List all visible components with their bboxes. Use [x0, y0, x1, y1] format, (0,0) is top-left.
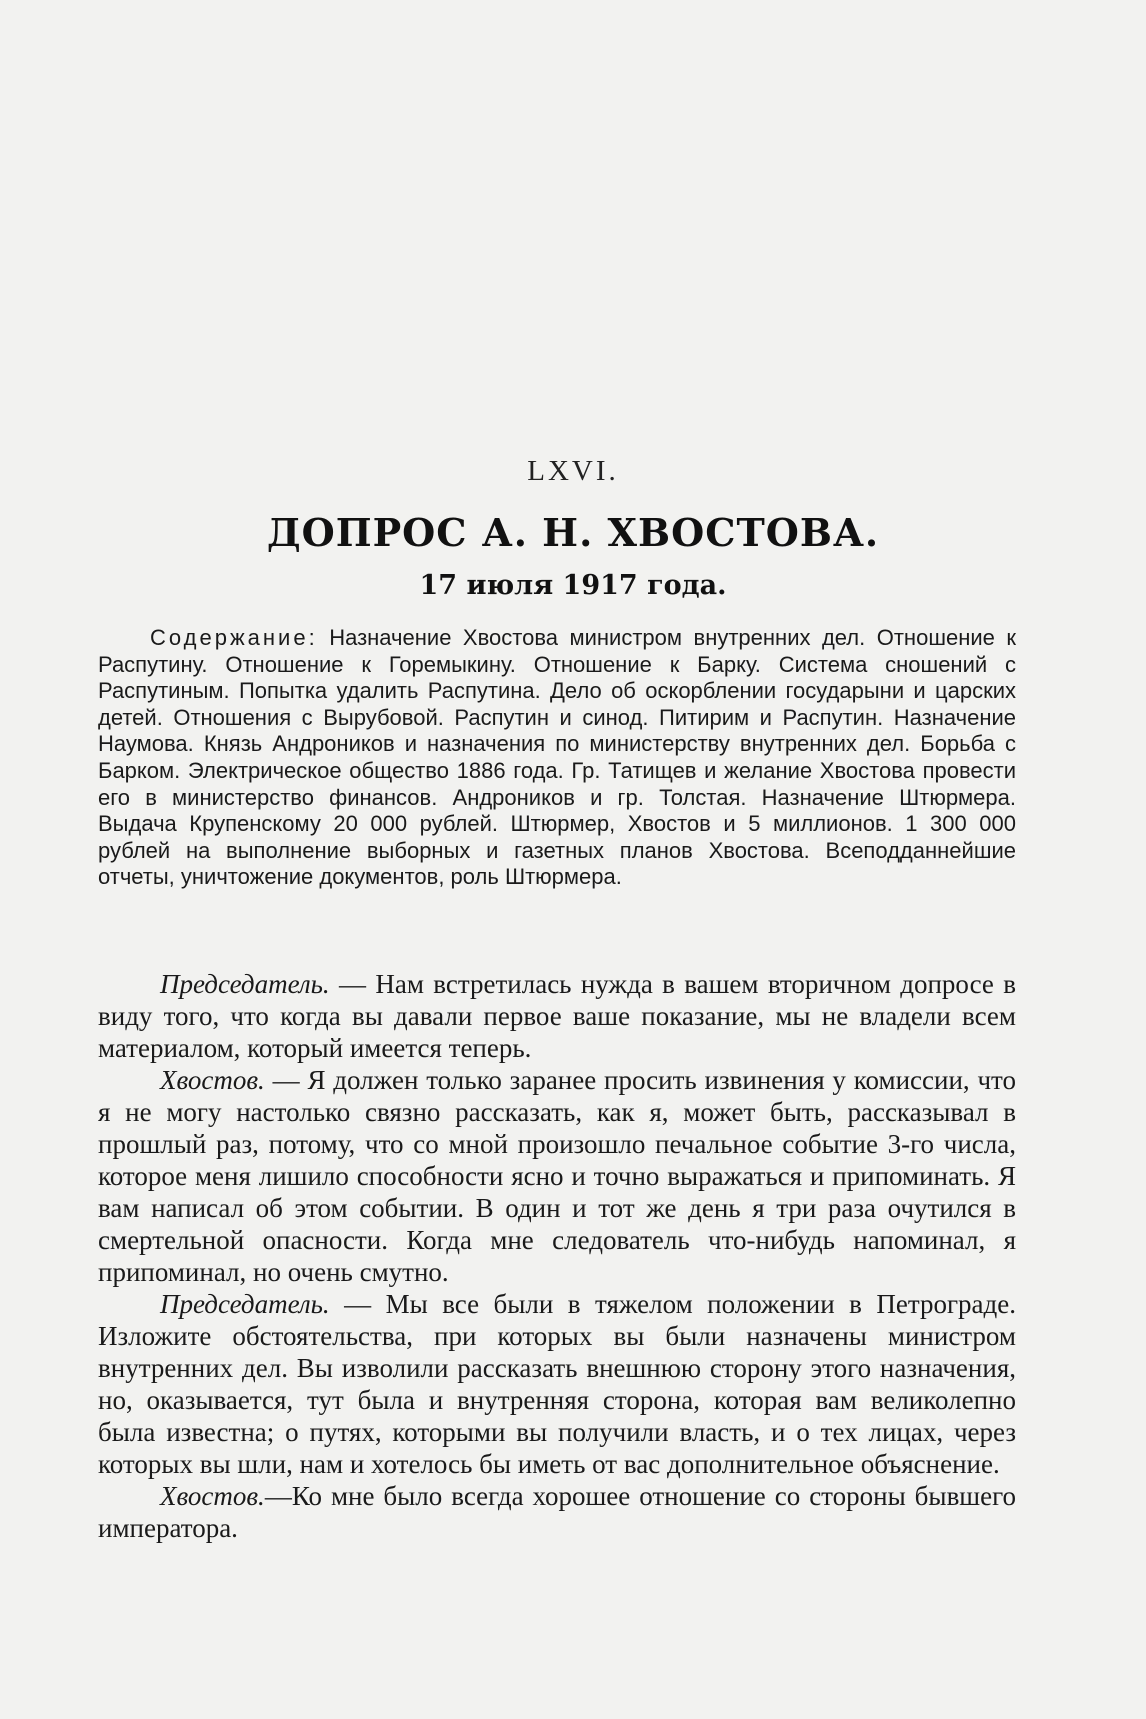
paragraph [98, 1288, 1016, 1480]
chapter-number: LXVI. [527, 455, 619, 487]
speaker-name: Председатель. [160, 1289, 330, 1319]
document-title: ДОПРОС А. Н. ХВОСТОВА. [266, 510, 880, 555]
speech-text: — Я должен только заранее просить извинения у комиссии, что я не могу настолько связно рассказать, как я, может быть, рассказывал в прошлый раз, потому, что со мной произошло печальное событие 3-го числа, которое меня лишило способности ясно и точно выражаться и припоминать. Я вам написал об этом событии. В один и тот же день я три раза очутился в смертельной опасности. Когда мне следователь что-нибудь напоминал, я припоминал, но очень смутно. [98, 1065, 1016, 1287]
interrogation-text [98, 968, 1016, 1544]
contents-summary [98, 625, 1016, 891]
summary-text: Назначение Хвостова министром внутренних дел. Отношение к Распутину. Отношение к Горемыкину. Отношение к Барку. Система сношений с Распутиным. Попытка удалить Распутина. Дело об оскорблении государыни и царских детей. Отношения с Вырубовой. Распутин и синод. Питирим и Распутин. Назначение Наумова. Князь Андроников и назначения по министерству внутренних дел. Борьба с Барком. Электрическое общество 1886 года. Гр. Татищев и желание Хвостова провести его в министерство финансов. Андроников и гр. Толстая. Назначение Штюрмера. Выдача Крупенскому 20 000 рублей. Штюрмер, Хвостов и 5 миллионов. 1 300 000 рублей на выполнение выборных и газетных планов Хвостова. Всеподданнейшие отчеты, уничтожение документов, роль Штюрмера. [98, 625, 1016, 890]
paragraph [98, 968, 1016, 1064]
speaker-name: Председатель. [160, 969, 330, 999]
speaker-name: Хвостов. [160, 1065, 265, 1095]
speech-text: — Мы все были в тяжелом положении в Петрограде. Изложите обстоятельства, при которых вы были назначены министром внутренних дел. Вы изволили рассказать внешнюю сторону этого назначения, но, оказывается, тут была и внутренняя сторона, которая вам великолепно была известна; о путях, которыми вы получили власть, и о тех лицах, через которых вы шли, нам и хотелось бы иметь от вас дополнительное объяснение. [98, 1289, 1016, 1479]
paragraph [98, 1064, 1016, 1288]
speaker-name: Хвостов. [160, 1481, 265, 1511]
speech-text: —Ко мне было всегда хорошее отношение со стороны бывшего императора. [98, 1481, 1016, 1543]
document-date: 17 июля 1917 года. [419, 570, 727, 601]
paragraph [98, 1480, 1016, 1544]
summary-label: Содержание: [150, 625, 318, 650]
speech-text: — Нам встретилась нужда в вашем вторичном допросе в виду того, что когда вы давали первое ваше показание, мы не владели всем материалом, который имеется теперь. [98, 969, 1016, 1063]
